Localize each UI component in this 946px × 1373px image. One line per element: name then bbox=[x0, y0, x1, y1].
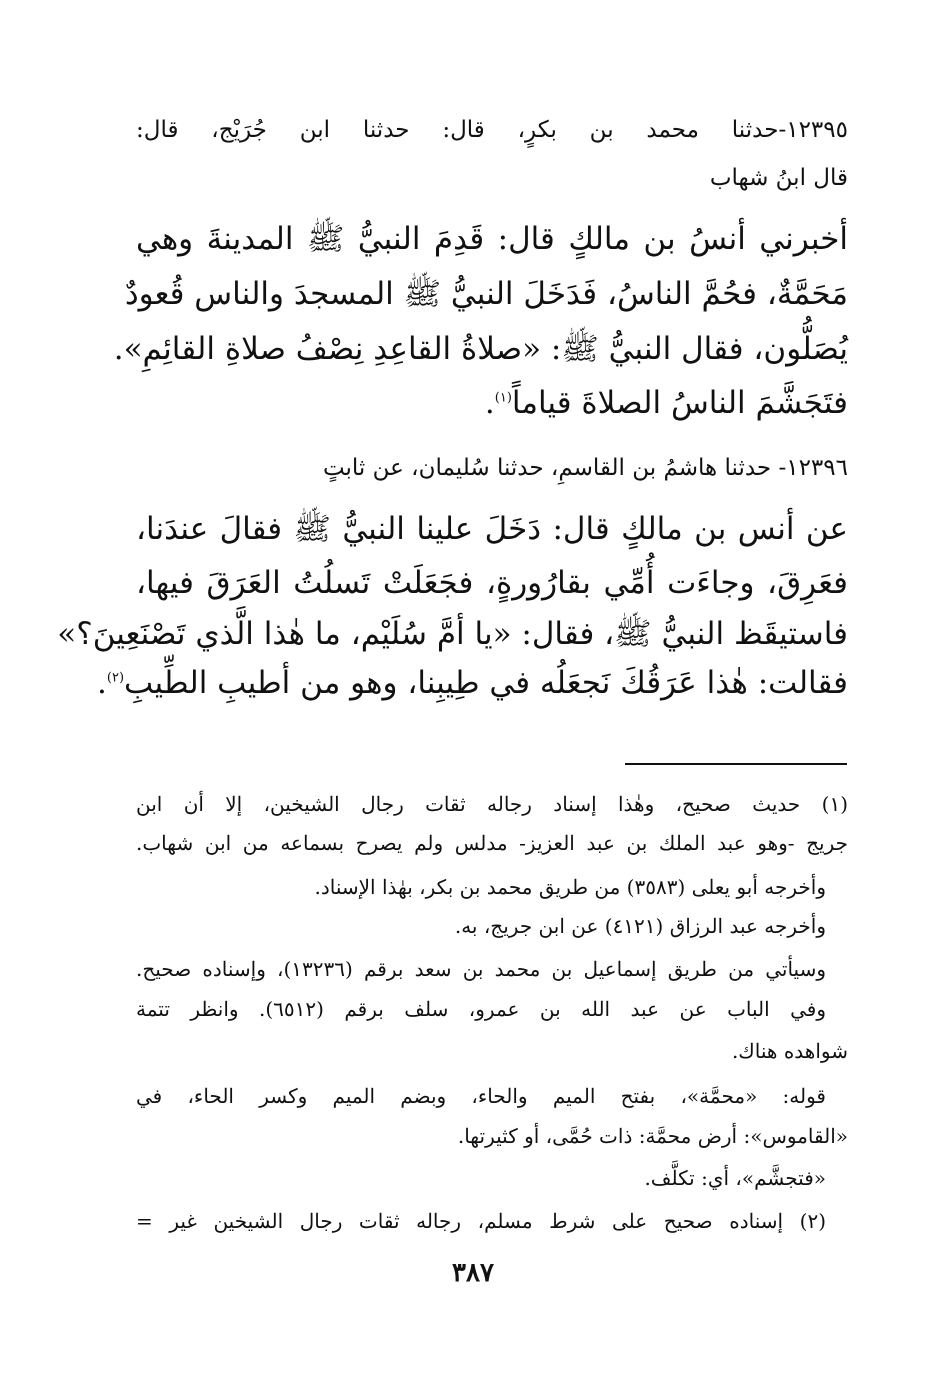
isnad-12395-line2: قال ابنُ شهاب bbox=[709, 165, 848, 191]
footnote-line: (٢) إسناده صحيح على شرط مسلم، رجاله ثقات رجال الشيخين غير = bbox=[136, 1209, 826, 1233]
isnad-12396-line1: ١٢٣٩٦- حدثنا هاشمُ بن القاسمِ، حدثنا سُليمان، عن ثابتٍ bbox=[322, 455, 848, 481]
full-stop: . bbox=[484, 385, 495, 421]
matn-12396-line4-text: فقالت: هٰذا عَرَقُكَ نَجعَلُه في طِيبِنا، وهو من أطيبِ الطِّيبِ bbox=[124, 665, 848, 701]
matn-12395-line4-text: فتَجَشَّمَ الناسُ الصلاةَ قياماً bbox=[511, 385, 848, 421]
footnote-line: جريج -وهو عبد الملك بن عبد العزيز- مدلس ولم يصرح بسماعه من ابن شهاب. bbox=[136, 831, 848, 855]
footnote-line: وسيأتي من طريق إسماعيل بن محمد بن سعد برقم (١٣٢٣٦)، وإسناده صحيح. bbox=[136, 957, 827, 981]
matn-12395-line1: أخبرني أنسُ بن مالكٍ قال: قَدِمَ النبيُّ ﷺ المدينةَ وهي bbox=[136, 221, 848, 257]
footnote-line: وأخرجه أبو يعلى (٣٥٨٣) من طريق محمد بن بكر، بهٰذا الإسناد. bbox=[314, 875, 826, 899]
isnad-12395-line1: ١٢٣٩٥-حدثنا محمد بن بكرٍ، قال: حدثنا ابن جُرَيْج، قال: bbox=[136, 117, 848, 143]
matn-12395-line4 bbox=[485, 385, 848, 421]
footnote-line: «فتجشَّم»، أي: تكلَّف. bbox=[644, 1166, 826, 1190]
footnote-line: وأخرجه عبد الرزاق (٤١٢١) عن ابن جريج، به. bbox=[454, 914, 826, 938]
footnote-line: قوله: «محمَّة»، بفتح الميم والحاء، وبضم الميم وكسر الحاء، في bbox=[136, 1084, 826, 1108]
matn-12396-line1: عن أنس بن مالكٍ قال: دَخَلَ علينا النبيُّ ﷺ فقالَ عندَنا، bbox=[136, 511, 848, 547]
matn-12396-line4 bbox=[97, 665, 848, 701]
matn-12396-line3: فاستيقَظ النبيُّ ﷺ، فقال: «يا أمَّ سُلَيْم، ما هٰذا الَّذي تَصْنَعِينَ؟» bbox=[57, 616, 848, 652]
footnote-ref-1: (١) bbox=[494, 390, 512, 406]
page-number: ٣٨٧ bbox=[452, 1258, 494, 1288]
footnote-line: (١) حديث صحيح، وهٰذا إسناد رجاله ثقات رجال الشيخين، إلا أن ابن bbox=[136, 792, 848, 816]
footnote-line: وفي الباب عن عبد الله بن عمرو، سلف برقم (٦٥١٢). وانظر تتمة bbox=[136, 997, 827, 1021]
footnote-line: «القاموس»: أرض محمَّة: ذات حُمَّى، أو كثيرتها. bbox=[457, 1124, 848, 1148]
matn-12395-line2: مَحَمَّةٌ، فحُمَّ الناسُ، فَدَخَلَ النبيُّ ﷺ المسجدَ والناس قُعودٌ bbox=[124, 276, 848, 312]
footnote-line: شواهده هناك. bbox=[731, 1039, 848, 1063]
footnote-ref-2: (٢) bbox=[106, 670, 125, 686]
matn-12396-line2: فعَرِقَ، وجاءَت أُمِّي بقارُورةٍ، فجَعَلَتْ تَسلُتُ العَرَقَ فيها، bbox=[136, 565, 848, 601]
matn-12395-line3: يُصَلُّون، فقال النبيُّ ﷺ: «صلاةُ القاعِدِ نِصْفُ صلاةِ القائِمِ». bbox=[113, 331, 848, 367]
full-stop: . bbox=[97, 665, 107, 701]
footnote-separator bbox=[625, 763, 847, 765]
